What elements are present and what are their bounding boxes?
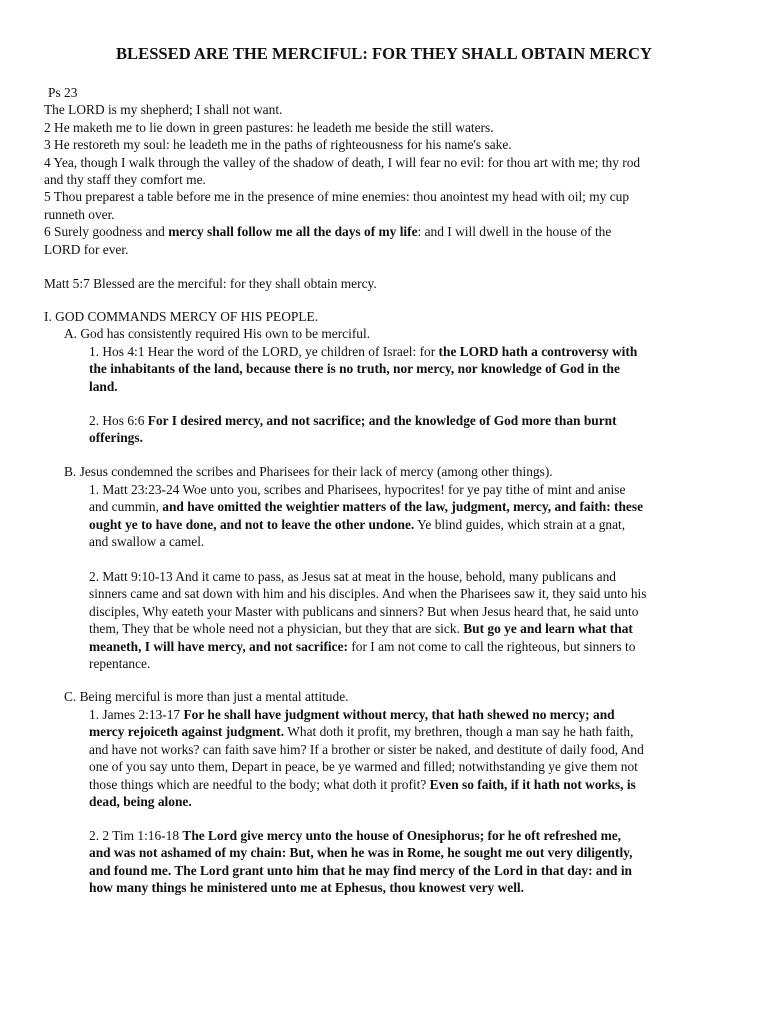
hos-4-1-point: 1. Hos 4:1 Hear the word of the LORD, ye children of Israel: for the LORD hath a controversy with the inhabitants of the land, because there is no truth, nor mercy, nor knowledge of God in the land. xyxy=(89,344,638,394)
psalm-verse-4b: and thy staff they comfort me. xyxy=(44,172,206,188)
2-tim-1-point: 2. 2 Tim 1:16-18 The Lord give mercy unto the house of Onesiphorus; for he oft refreshed me, and was not ashamed of my chain: But, when he was in Rome, he sought me out very diligently, and found me. The Lord grant unto him that he may find mercy of the Lord in that day: and in how many things he ministered unto me at Ephesus, thou knowest very well. xyxy=(89,828,633,896)
psalm-verse-5b: runneth over. xyxy=(44,206,115,222)
matt-23-point: 1. Matt 23:23-24 Woe unto you, scribes and Pharisees, hypocrites! for ye pay tithe of mint and anise and cummin, and have omitted the weightier matters of the law, judgment, mercy, and faith: these ought ye to have done, and not to leave the other undone. Ye blind guides, which strain at a gnat, and swallow a camel. xyxy=(89,482,644,550)
matt-9-point: 2. Matt 9:10-13 And it came to pass, as Jesus sat at meat in the house, behold, many publicans and sinners came and sat down with him and his disciples. And when the Pharisees saw it, they said unto his disciples, Why eateth your Master with publicans and sinners? But when Jesus heard that, he said unto them, They that be whole need not a physician, but they that are sick. But go ye and learn what that meaneth, I will have mercy, and not sacrifice: for I am not come to call the righteous, but sinners to repentance. xyxy=(89,569,647,672)
section-1-heading: I. GOD COMMANDS MERCY OF HIS PEOPLE. xyxy=(44,309,319,324)
hos-6-6-point: 2. Hos 6:6 For I desired mercy, and not sacrifice; and the knowledge of God more than burnt offerings. xyxy=(89,413,617,446)
psalm-23-passage xyxy=(44,84,724,258)
page-title: BLESSED ARE THE MERCIFUL: FOR THEY SHALL OBTAIN MERCY xyxy=(115,44,653,63)
psalm-verse-3: 3 He restoreth my soul: he leadeth me in the paths of righteousness for his name's sake. xyxy=(44,137,512,153)
subsection-c-heading: C. Being merciful is more than just a mental attitude. xyxy=(64,689,349,704)
psalm-verse-4a: 4 Yea, though I walk through the valley of the shadow of death, I will fear no evil: for thou art with me; thy rod xyxy=(44,154,641,170)
psalm-verse-1: The LORD is my shepherd; I shall not want. xyxy=(44,102,283,118)
psalm-verse-5a: 5 Thou preparest a table before me in the presence of mine enemies: thou anointest my head with oil; my cup xyxy=(44,189,630,205)
psalm-verse-6b: LORD for ever. xyxy=(44,241,129,257)
psalm-verse-2: 2 He maketh me to lie down in green pastures: he leadeth me beside the still waters. xyxy=(44,119,494,135)
matt-5-7: Matt 5:7 Blessed are the merciful: for they shall obtain mercy. xyxy=(44,276,377,291)
subsection-a-heading: A. God has consistently required His own to be merciful. xyxy=(64,326,371,341)
psalm-verse-6a: 6 Surely goodness and mercy shall follow me all the days of my life: and I will dwell in the house of the xyxy=(44,224,612,240)
subsection-b-heading: B. Jesus condemned the scribes and Pharisees for their lack of mercy (among other things). xyxy=(64,464,553,479)
psalm-ref: Ps 23 xyxy=(48,85,78,100)
james-2-point: 1. James 2:13-17 For he shall have judgment without mercy, that hath shewed no mercy; and mercy rejoiceth against judgment. What doth it profit, my brethren, though a man say he hath faith, and have not works? can faith save him? If a brother or sister be naked, and destitute of daily food, And one of you say unto them, Depart in peace, be ye warmed and filled; notwithstanding ye give them not those things which are needful to the body; what doth it profit? Even so faith, if it hath not works, is dead, being alone. xyxy=(89,707,644,810)
